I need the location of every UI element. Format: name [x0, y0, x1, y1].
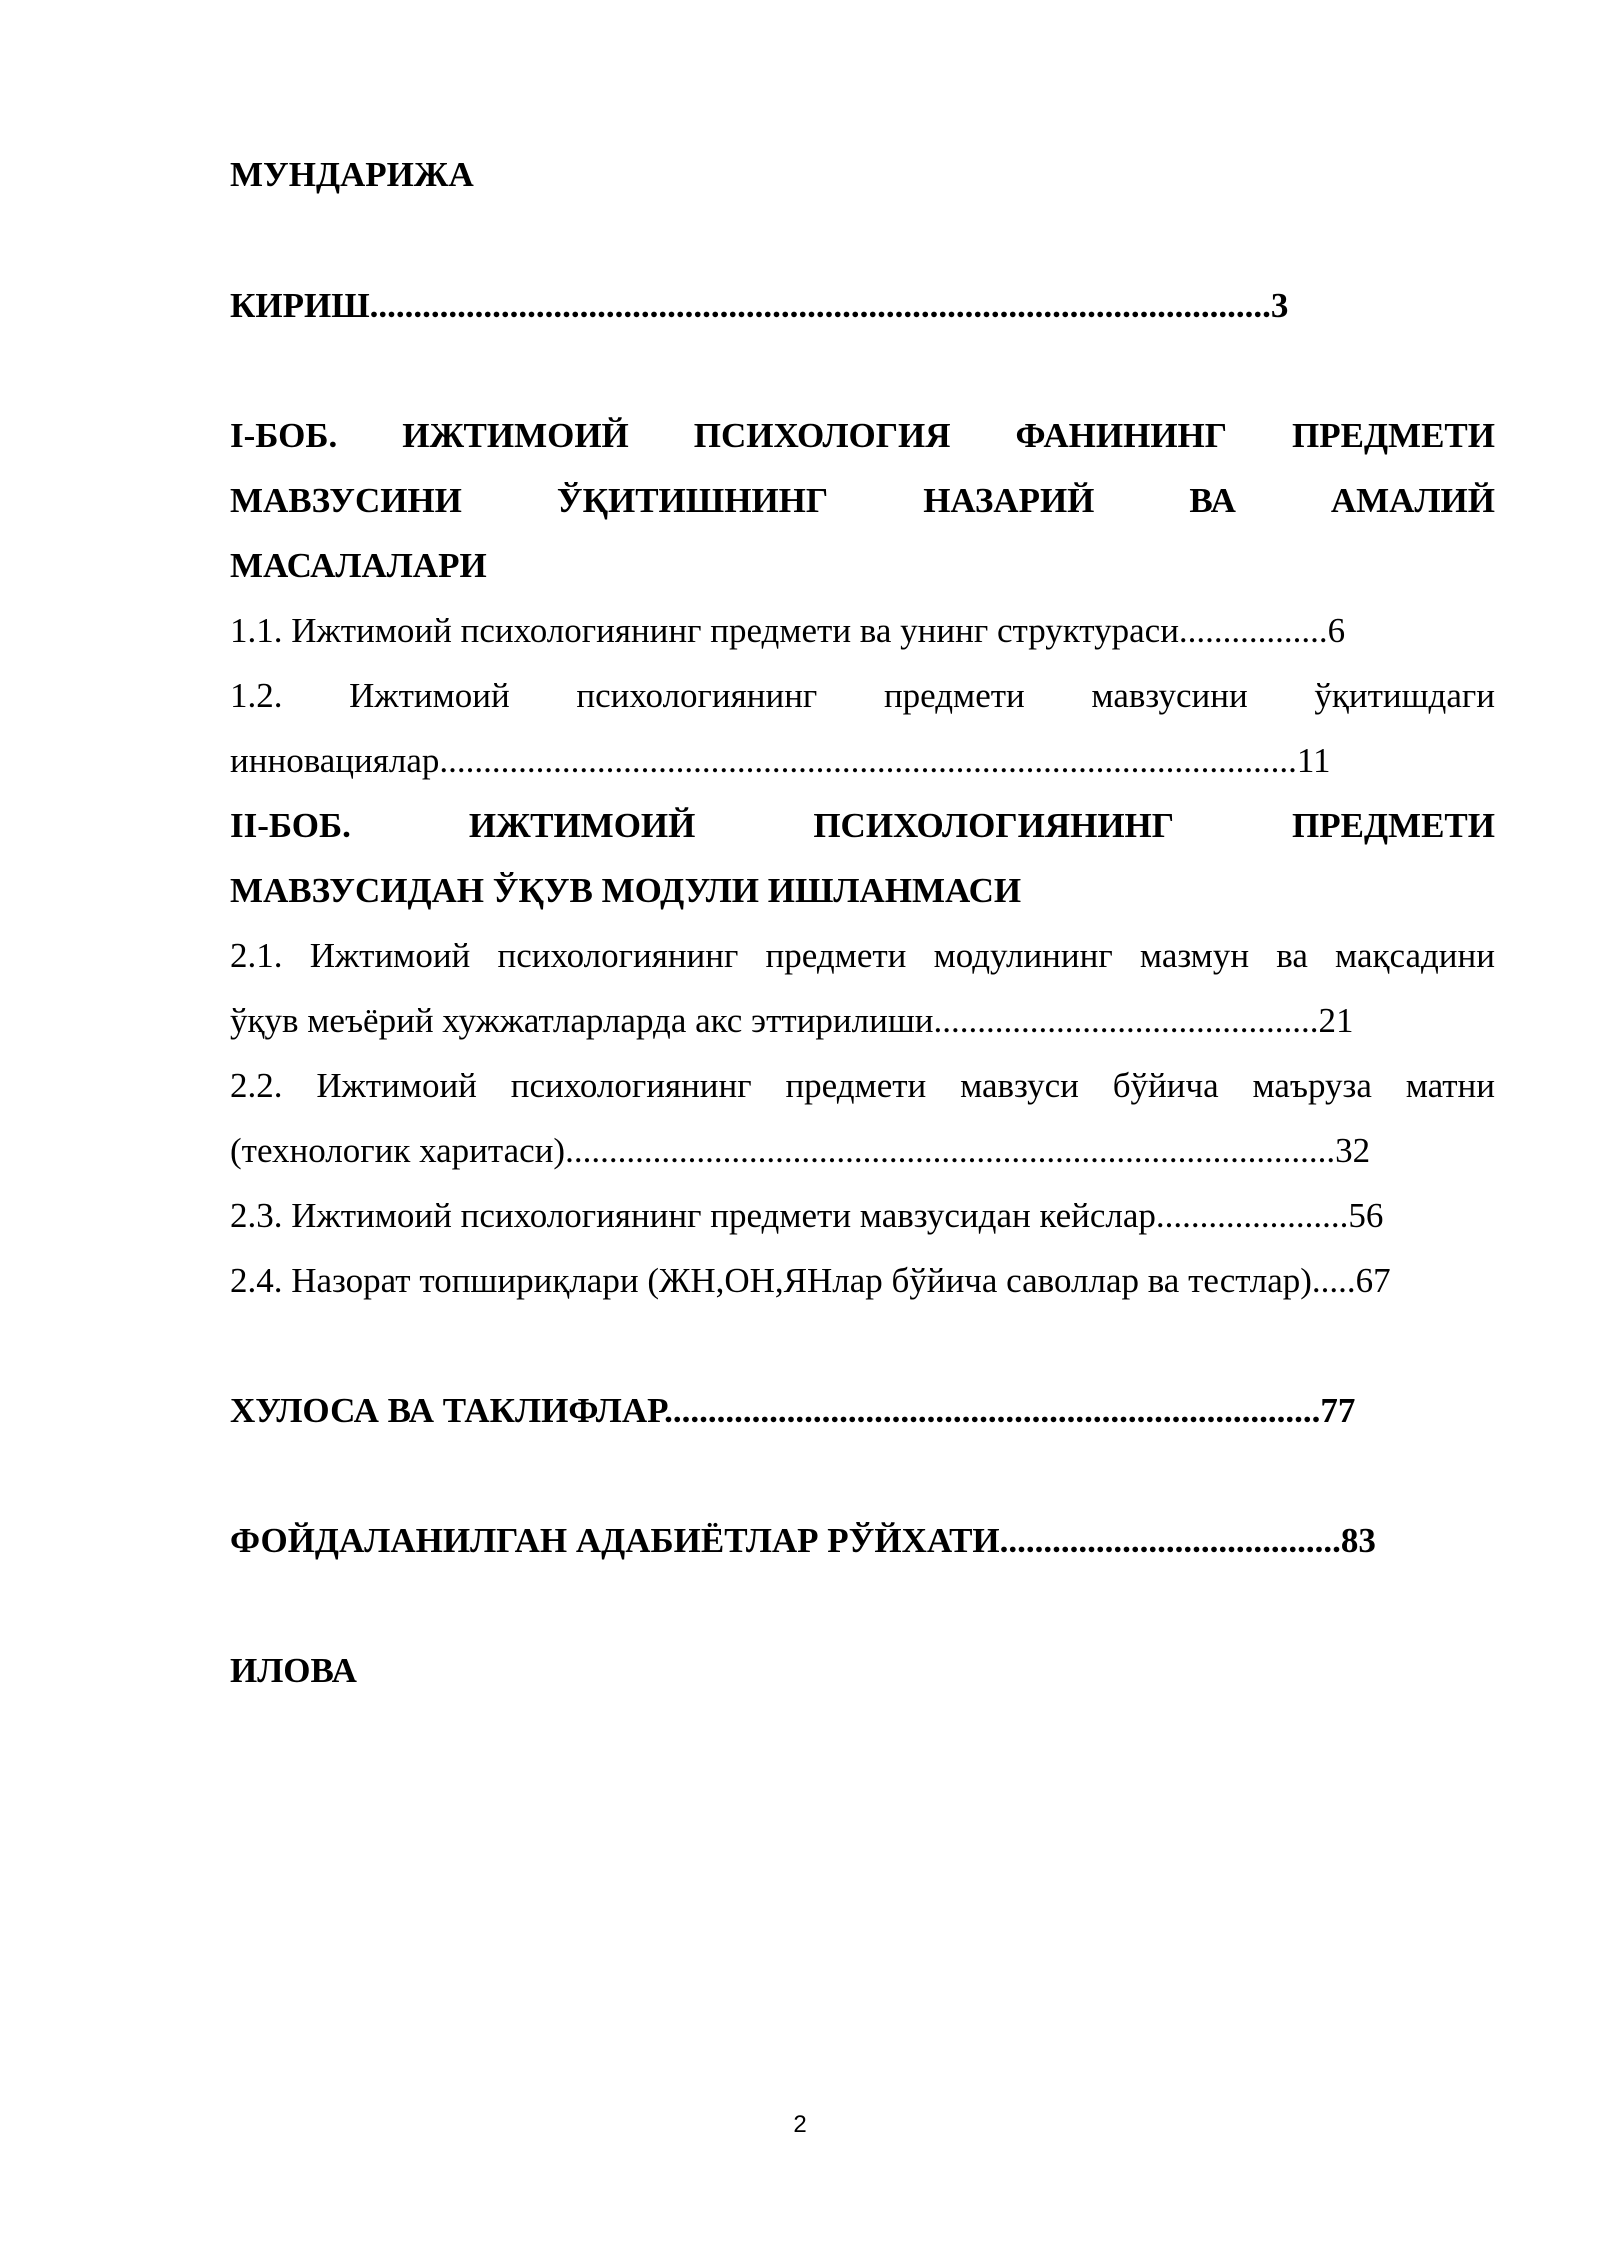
toc-section-1-1: 1.1. Ижтимоий психологиянинг предмети ва унинг структураси.................6 [230, 611, 1346, 650]
toc-section-2-4: 2.4. Назорат топшириқлари (ЖН,ОН,ЯНлар бўйича саволлар ва тестлар).....67 [230, 1261, 1391, 1300]
toc-entry-appendix: ИЛОВА [230, 1651, 357, 1690]
toc-chapter-1-heading-line-2: МАВЗУСИНИ ЎҚИТИШНИНГ НАЗАРИЙ ВА АМАЛИЙ [230, 481, 1495, 520]
toc-section-1-2-line-1: 1.2. Ижтимоий психологиянинг предмети мавзусини ўқитишдаги [230, 676, 1495, 715]
toc-chapter-1-heading-line-1: I-БОБ. ИЖТИМОИЙ ПСИХОЛОГИЯ ФАНИНИНГ ПРЕДМЕТИ [230, 416, 1495, 455]
toc-section-1-2-line-2: инновациялар..................................................................................................11 [230, 741, 1331, 780]
page-number: 2 [793, 2111, 807, 2138]
toc-section-2-1-line-1: 2.1. Ижтимоий психологиянинг предмети модулининг мазмун ва мақсадини [230, 936, 1495, 975]
toc-chapter-1-heading-line-3: МАСАЛАЛАРИ [230, 546, 487, 585]
toc-chapter-2-heading-line-1: II-БОБ. ИЖТИМОИЙ ПСИХОЛОГИЯНИНГ ПРЕДМЕТИ [230, 806, 1495, 845]
toc-section-2-3: 2.3. Ижтимоий психологиянинг предмети мавзусидан кейслар......................56 [230, 1196, 1384, 1235]
toc-section-2-1-line-2: ўқув меъёрий хужжатларларда акс эттирилиши............................................21 [230, 1001, 1354, 1040]
toc-section-2-2-line-2: (технологик харитаси)........................................................................................32 [230, 1131, 1371, 1170]
toc-entry-intro: КИРИШ.......................................................................................................3 [230, 286, 1289, 325]
toc-title: МУНДАРИЖА [230, 155, 474, 194]
toc-entry-references: ФОЙДАЛАНИЛГАН АДАБИЁТЛАР РЎЙХАТИ.......................................83 [230, 1521, 1376, 1560]
toc-entry-conclusions: ХУЛОСА ВА ТАКЛИФЛАР...........................................................................77 [230, 1391, 1356, 1430]
toc-section-2-2-line-1: 2.2. Ижтимоий психологиянинг предмети мавзуси бўйича маъруза матни [230, 1066, 1495, 1105]
toc-chapter-2-heading-line-2: МАВЗУСИДАН ЎҚУВ МОДУЛИ ИШЛАНМАСИ [230, 871, 1022, 910]
